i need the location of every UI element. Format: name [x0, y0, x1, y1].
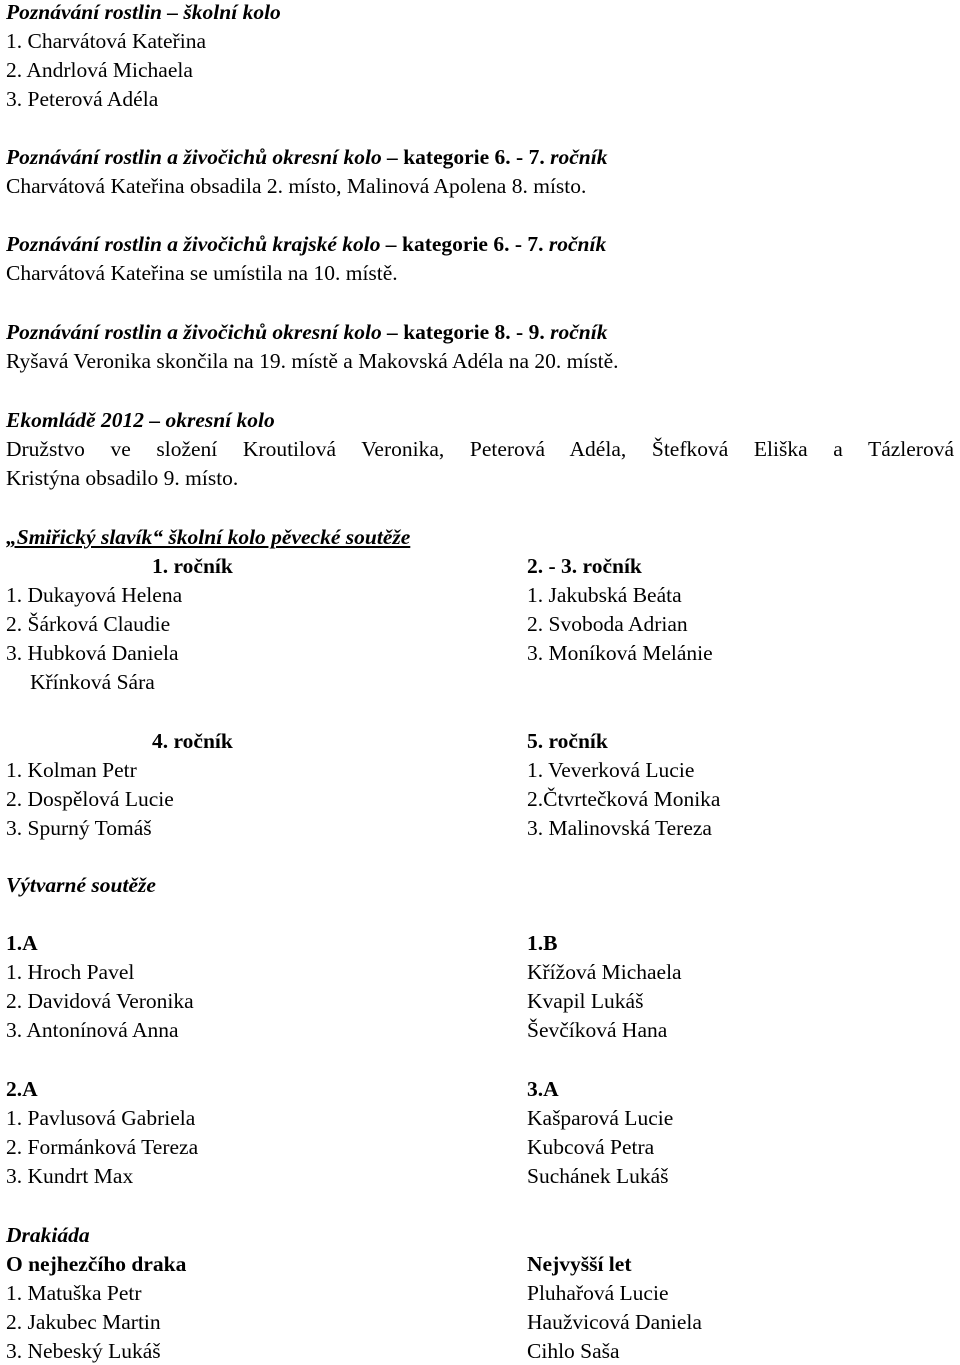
group-heading: 5. ročník	[527, 729, 608, 753]
section-title-ekomlade: Ekomládě 2012 – okresní kolo	[6, 408, 275, 432]
section-title-plants-school: Poznávání rostlin – školní kolo	[6, 0, 281, 24]
title-part: ročník	[550, 320, 608, 344]
section-text: Charvátová Kateřina obsadila 2. místo, Malinová Apolena 8. místo.	[6, 174, 587, 198]
list-item: Křížová Michaela	[527, 960, 682, 984]
list-item: 3. Spurný Tomáš	[6, 816, 152, 840]
group-heading: 1.B	[527, 931, 558, 955]
list-item: Ševčíková Hana	[527, 1018, 668, 1042]
list-item: 3. Peterová Adéla	[6, 87, 159, 111]
list-item: Kašparová Lucie	[527, 1106, 674, 1130]
group-heading: 2. - 3. ročník	[527, 554, 642, 578]
list-item: 1. Pavlusová Gabriela	[6, 1106, 196, 1130]
list-item: Křínková Sára	[30, 670, 155, 694]
list-item: 1. Hroch Pavel	[6, 960, 135, 984]
list-item: 2. Šárková Claudie	[6, 612, 171, 636]
group-heading: 3.A	[527, 1077, 559, 1101]
list-item: Haužvicová Daniela	[527, 1310, 702, 1334]
section-text: Ryšavá Veronika skončila na 19. místě a Makovská Adéla na 20. místě.	[6, 349, 619, 373]
group-heading: 1. ročník	[152, 554, 233, 578]
list-item: 3. Antonínová Anna	[6, 1018, 179, 1042]
group-heading: 1.A	[6, 931, 38, 955]
list-item: 1. Veverková Lucie	[527, 758, 695, 782]
list-item: 2. Andrlová Michaela	[6, 58, 193, 82]
title-part: kategorie 8. - 9.	[403, 320, 551, 344]
group-heading: 4. ročník	[152, 729, 233, 753]
section-text: Charvátová Kateřina se umístila na 10. místě.	[6, 261, 398, 285]
title-part: ročník	[548, 232, 607, 256]
list-item: 1. Matuška Petr	[6, 1281, 142, 1305]
list-item: 2.Čtvrtečková Monika	[527, 787, 721, 811]
list-item: Cihlo Saša	[527, 1339, 620, 1363]
list-item: 3. Nebeský Lukáš	[6, 1339, 161, 1363]
section-text: Družstvo ve složení Kroutilová Veronika, Peterová Adéla, Štefková Eliška a Tázlerová	[6, 437, 954, 461]
title-part: Poznávání rostlin a živočichů okresní kolo –	[6, 320, 404, 344]
group-heading: Nejvyšší let	[527, 1252, 632, 1276]
list-item: 3. Kundrt Max	[6, 1164, 134, 1188]
section-title-plants-animals-regional	[6, 232, 606, 256]
list-item: Kubcová Petra	[527, 1135, 655, 1159]
list-item: 1. Dukayová Helena	[6, 583, 183, 607]
list-item: 3. Malinovská Tereza	[527, 816, 712, 840]
title-part: kategorie 6. - 7.	[402, 232, 549, 256]
list-item: 2. Svoboda Adrian	[527, 612, 688, 636]
title-part: Poznávání rostlin a živočichů krajské kolo –	[6, 232, 402, 256]
list-item: 2. Davidová Veronika	[6, 989, 194, 1013]
list-item: 1. Jakubská Beáta	[527, 583, 682, 607]
title-part: ročník	[550, 145, 608, 169]
section-title-plants-animals-district-6-7	[6, 145, 607, 169]
list-item: 3. Hubková Daniela	[6, 641, 179, 665]
section-text: Kristýna obsadilo 9. místo.	[6, 466, 239, 490]
list-item: 2. Dospělová Lucie	[6, 787, 174, 811]
list-item: Suchánek Lukáš	[527, 1164, 669, 1188]
group-heading: 2.A	[6, 1077, 38, 1101]
section-title-art-competitions: Výtvarné soutěže	[6, 873, 156, 897]
list-item: Pluhařová Lucie	[527, 1281, 669, 1305]
section-title-smiricky-slavik: „Smiřický slavík“ školní kolo pěvecké soutěže	[6, 525, 411, 549]
list-item: 3. Moníková Melánie	[527, 641, 713, 665]
title-part: Poznávání rostlin a živočichů okresní kolo –	[6, 145, 404, 169]
list-item: 2. Jakubec Martin	[6, 1310, 161, 1334]
section-title-plants-animals-district-8-9	[6, 320, 607, 344]
section-title-drakiada: Drakiáda	[6, 1223, 90, 1247]
group-heading: O nejhezčího draka	[6, 1252, 187, 1276]
list-item: Kvapil Lukáš	[527, 989, 644, 1013]
title-part: kategorie 6. - 7.	[403, 145, 551, 169]
list-item: 1. Kolman Petr	[6, 758, 137, 782]
list-item: 1. Charvátová Kateřina	[6, 29, 206, 53]
list-item: 2. Formánková Tereza	[6, 1135, 199, 1159]
